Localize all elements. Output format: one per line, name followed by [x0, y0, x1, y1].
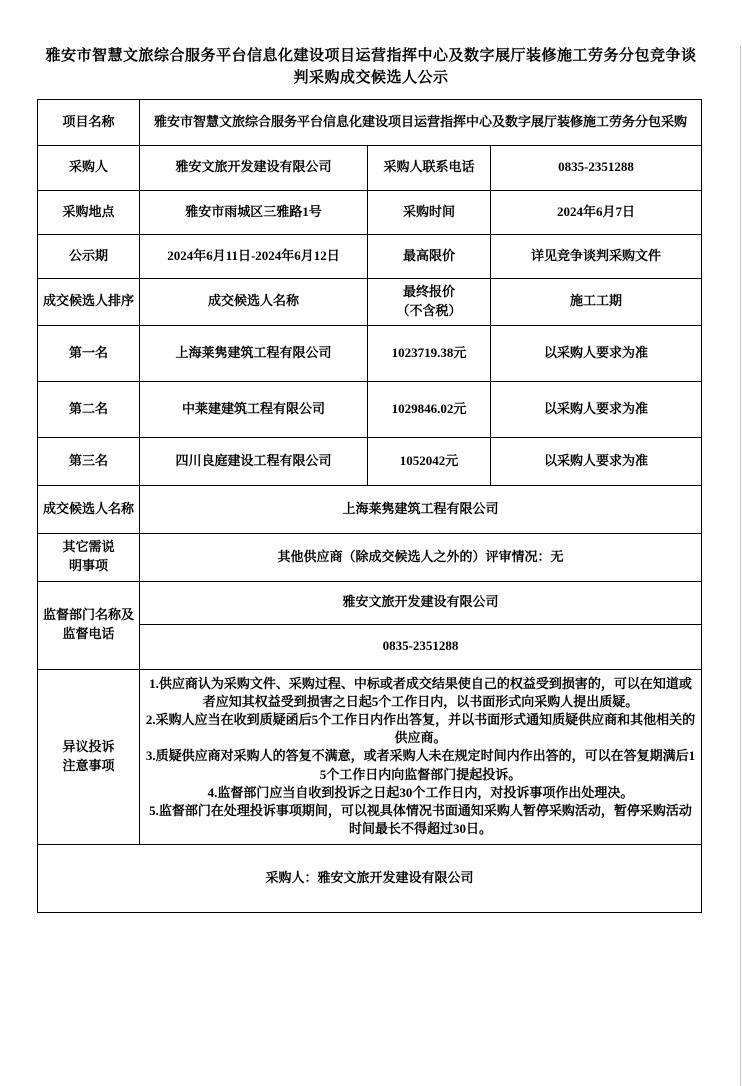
table-row-objection	[38, 669, 702, 844]
max-price-value: 详见竞争谈判采购文件	[491, 234, 702, 278]
supervision-phone: 0835-2351288	[140, 624, 702, 669]
purchaser-label: 采购人	[38, 145, 140, 190]
candidate-3-duration: 以采购人要求为准	[491, 437, 702, 485]
candidate-1-name: 上海莱隽建筑工程有限公司	[140, 325, 368, 381]
candidate-2-duration: 以采购人要求为准	[491, 381, 702, 437]
purchase-time-value: 2024年6月7日	[491, 190, 702, 234]
footer-purchaser: 采购人：雅安文旅开发建设有限公司	[38, 844, 702, 912]
objection-item-4: 4.监督部门应当自收到投诉之日起30个工作日内，对投诉事项作出处理决。	[207, 784, 634, 800]
table-row-publicity	[38, 234, 702, 278]
table-row-candidate-1	[38, 325, 702, 381]
supervision-label-line2: 监督电话	[62, 626, 115, 641]
table-row-purchaser	[38, 145, 702, 190]
candidate-2-price: 1029846.02元	[368, 381, 491, 437]
objection-item-2: 2.采购人应当在收到质疑函后5个工作日内作出答复，并以书面形式通知质疑供应商和其他相关的供应商。	[145, 712, 696, 746]
announcement-table	[37, 99, 702, 913]
table-row-other-notes	[38, 533, 702, 581]
max-price-label: 最高限价	[368, 234, 491, 278]
publicity-value: 2024年6月11日-2024年6月12日	[140, 234, 368, 278]
supervision-label-line1: 监督部门名称及	[42, 607, 134, 623]
location-value: 雅安市雨城区三雅路1号	[140, 190, 368, 234]
candidate-1-duration: 以采购人要求为准	[491, 325, 702, 381]
winner-label: 成交候选人名称	[38, 485, 140, 533]
candidate-2-rank: 第二名	[38, 381, 140, 437]
table-row-candidate-2	[38, 381, 702, 437]
objection-label-line1: 异议投诉	[62, 738, 115, 754]
objection-label	[38, 669, 140, 844]
candidate-3-name: 四川良庭建设工程有限公司	[140, 437, 368, 485]
candidate-1-price: 1023719.38元	[368, 325, 491, 381]
price-header-line1: 最终报价	[402, 283, 455, 299]
candidate-3-rank: 第三名	[38, 437, 140, 485]
objection-item-5: 5.监督部门在处理投诉事项期间，可以视具体情况书面通知采购人暂停采购活动，暂停采购活动时间最长不得超过30日。	[149, 802, 692, 837]
other-notes-label-line1: 其它需说	[62, 539, 115, 555]
candidates-rank-header: 成交候选人排序	[38, 278, 140, 325]
other-notes-value: 其他供应商（除成交候选人之外的）评审情况：无	[140, 533, 702, 581]
candidates-name-header: 成交候选人名称	[140, 278, 368, 325]
table-row-supervision-dept	[38, 581, 702, 624]
table-row-footer	[38, 844, 702, 912]
table-row-project	[38, 99, 702, 145]
location-label: 采购地点	[38, 190, 140, 234]
objection-item-1: 1.供应商认为采购文件、采购过程、中标或者成交结果使自己的权益受到损害的，可以在知道或者应知其权益受到损害之日起5个工作日内，以书面形式向采购人提出质疑。	[149, 675, 692, 709]
document-page	[0, 46, 742, 1086]
purchaser-phone-label: 采购人联系电话	[368, 145, 491, 190]
other-notes-label-line2: 明事项	[68, 558, 108, 573]
purchaser-phone-value: 0835-2351288	[491, 145, 702, 190]
page-title: 雅安市智慧文旅综合服务平台信息化建设项目运营指挥中心及数字展厅装修施工劳务分包竞争谈判采购成交候选人公示	[45, 48, 697, 86]
candidate-1-rank: 第一名	[38, 325, 140, 381]
supervision-department: 雅安文旅开发建设有限公司	[140, 581, 702, 624]
table-row-winner	[38, 485, 702, 533]
other-notes-label	[38, 533, 140, 581]
publicity-label: 公示期	[38, 234, 140, 278]
objection-item-3: 3.质疑供应商对采购人的答复不满意，或者采购人未在规定时间内作出答的，可以在答复期满后15个工作日内向监督部门提起投诉。	[145, 748, 696, 782]
objection-label-line2: 注意事项	[62, 757, 115, 773]
winner-value: 上海莱隽建筑工程有限公司	[140, 485, 702, 533]
table-row-candidate-3	[38, 437, 702, 485]
project-label: 项目名称	[38, 99, 140, 145]
candidates-duration-header: 施工工期	[491, 278, 702, 325]
candidates-price-header	[368, 278, 491, 325]
purchase-time-label: 采购时间	[368, 190, 491, 234]
page-right-edge	[740, 46, 741, 1086]
table-row-location	[38, 190, 702, 234]
supervision-label	[38, 581, 140, 669]
table-row-candidates-header	[38, 278, 702, 325]
candidate-3-price: 1052042元	[368, 437, 491, 485]
price-header-line2: （不含税）	[396, 302, 462, 318]
purchaser-value: 雅安文旅开发建设有限公司	[140, 145, 368, 190]
project-value: 雅安市智慧文旅综合服务平台信息化建设项目运营指挥中心及数字展厅装修施工劳务分包采购	[140, 99, 702, 145]
objection-content	[140, 669, 702, 844]
candidate-2-name: 中莱建建筑工程有限公司	[140, 381, 368, 437]
